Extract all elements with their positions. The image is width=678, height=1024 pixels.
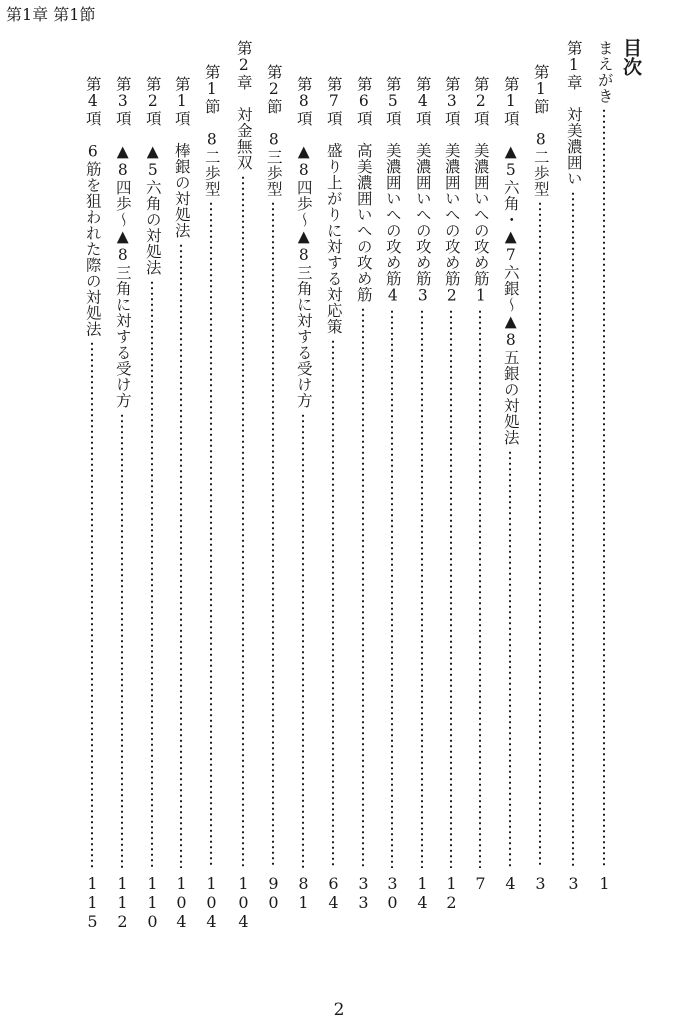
- toc-leader-dots: [421, 309, 423, 868]
- toc-entry-page: 1: [595, 874, 614, 893]
- toc-entry[interactable]: [293, 0, 313, 930]
- page-number: 2: [333, 1000, 345, 1020]
- toc-entry-label: 第2節 8三歩型: [264, 64, 283, 197]
- toc-entry-label: 第1章 対美濃囲い: [564, 40, 583, 187]
- toc-entry-page: 7: [471, 874, 490, 893]
- toc-entry-label: 第1節 8二歩型: [202, 64, 221, 197]
- toc-entry-page: 112: [113, 874, 132, 931]
- toc-entry-label: 第3項 美濃囲いへの攻め筋2: [442, 76, 461, 305]
- toc-entry-label: 第4項 美濃囲いへの攻め筋3: [413, 76, 432, 305]
- toc-leader-dots: [121, 413, 123, 869]
- toc-entry-page: 12: [442, 874, 461, 912]
- toc-entry[interactable]: [563, 0, 583, 930]
- toc-entry-label: 第2項 美濃囲いへの攻め筋1: [471, 76, 490, 305]
- toc-leader-dots: [603, 108, 605, 868]
- toc-entry[interactable]: [263, 0, 283, 930]
- toc-entry-page: 64: [324, 874, 343, 912]
- toc-entry-label: 第6項 高美濃囲いへの攻め筋: [354, 76, 373, 303]
- toc-entry[interactable]: [594, 0, 614, 930]
- toc-entry-page: 4: [501, 874, 520, 893]
- toc-entry[interactable]: [530, 0, 550, 930]
- toc-entry-label: 第7項 盛り上がりに対する対応策: [324, 76, 343, 335]
- toc-entry-page: 110: [143, 874, 162, 931]
- toc-entry-label: 第5項 美濃囲いへの攻め筋4: [383, 76, 402, 305]
- toc-entry[interactable]: [233, 0, 253, 930]
- toc-leader-dots: [509, 450, 511, 869]
- toc-entry-page: 115: [83, 874, 102, 931]
- toc-entry-label: 第3項 ▲8四歩～▲8三角に対する受け方: [113, 76, 132, 409]
- toc-entry[interactable]: [353, 0, 373, 930]
- toc-entry-page: 104: [234, 874, 253, 931]
- toc-leader-dots: [479, 309, 481, 868]
- toc-entry-page: 33: [354, 874, 373, 912]
- toc-entry[interactable]: [142, 0, 162, 930]
- toc-entry[interactable]: [470, 0, 490, 930]
- toc-leader-dots: [91, 341, 93, 868]
- toc-entry-page: 104: [172, 874, 191, 931]
- toc-leader-dots: [391, 309, 393, 868]
- toc-leader-dots: [302, 413, 304, 869]
- toc-entry-page: 3: [531, 874, 550, 893]
- toc-leader-dots: [242, 175, 244, 869]
- toc-entry[interactable]: [412, 0, 432, 930]
- toc-entry[interactable]: [112, 0, 132, 930]
- toc-entry-page: 3: [564, 874, 583, 893]
- toc-entry-label: まえがき: [595, 40, 614, 104]
- toc-leader-dots: [332, 339, 334, 869]
- toc-entry[interactable]: [201, 0, 221, 930]
- toc-leader-dots: [180, 243, 182, 869]
- toc-entry-label: 第1項 棒銀の対処法: [172, 76, 191, 239]
- toc-entry[interactable]: [500, 0, 520, 930]
- toc-leader-dots: [272, 201, 274, 868]
- toc-entry-label: 第1節 8二歩型: [531, 64, 550, 197]
- toc-entry-label: 第8項 ▲8四歩～▲8三角に対する受け方: [294, 76, 313, 409]
- toc-leader-dots: [539, 201, 541, 868]
- toc-leader-dots: [362, 307, 364, 869]
- toc-entry-page: 14: [413, 874, 432, 912]
- toc-leader-dots: [450, 309, 452, 868]
- toc-title: 目次: [620, 38, 642, 76]
- toc-leader-dots: [572, 191, 574, 869]
- toc-entry-label: 第2項 ▲5六角の対処法: [143, 76, 162, 276]
- toc-entry-label: 第1項 ▲5六角・▲7六銀～▲8五銀の対処法: [501, 76, 520, 446]
- toc-entry[interactable]: [171, 0, 191, 930]
- toc-leader-dots: [151, 280, 153, 869]
- toc-entry[interactable]: [82, 0, 102, 930]
- toc-entry-label: 第2章 対金無双: [234, 40, 253, 171]
- toc-leader-dots: [210, 201, 212, 868]
- toc-entry-label: 第4項 6筋を狙われた際の対処法: [83, 76, 102, 337]
- toc-entry-page: 30: [383, 874, 402, 912]
- running-header: 第1章 第1節: [6, 5, 96, 24]
- toc-entry[interactable]: [441, 0, 461, 930]
- toc-entry[interactable]: [323, 0, 343, 930]
- toc-entry-page: 81: [294, 874, 313, 912]
- toc-entry-page: 90: [264, 874, 283, 912]
- toc-entry-page: 104: [202, 874, 221, 931]
- toc-entry[interactable]: [382, 0, 402, 930]
